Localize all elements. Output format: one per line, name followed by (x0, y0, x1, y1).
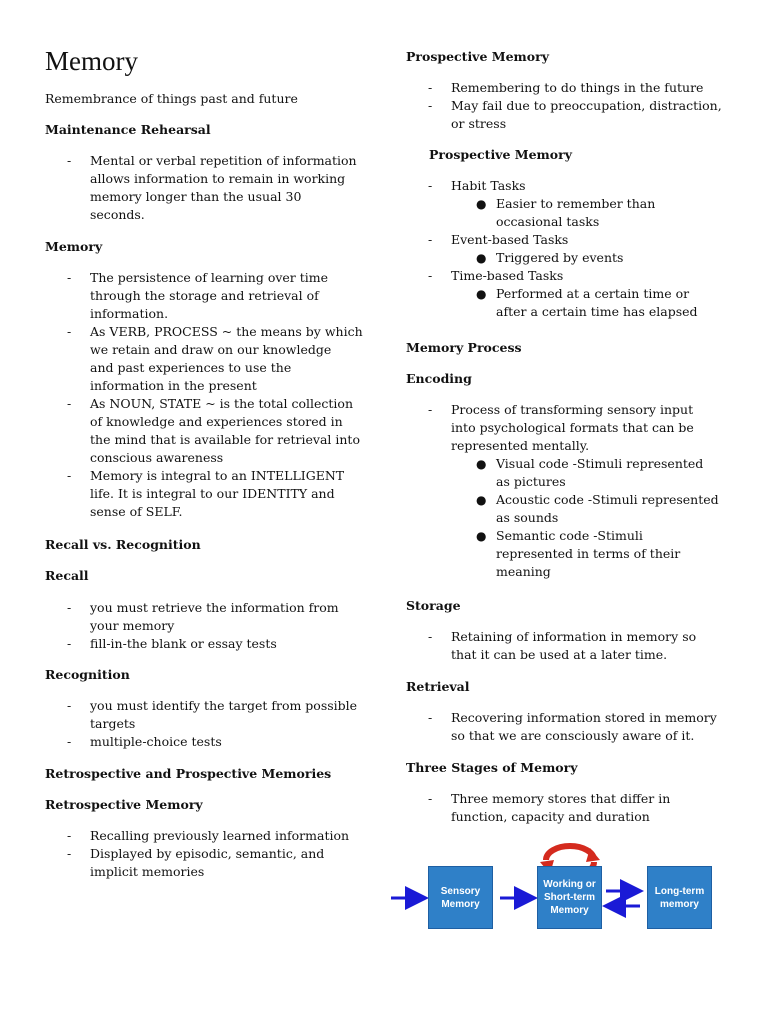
item-line: that it can be used at a later time. (451, 647, 668, 662)
box-label: Long-term (654, 885, 705, 897)
bullet-marker: ● (476, 493, 487, 507)
three-stages-diagram (388, 838, 718, 933)
dash-marker: - (67, 270, 72, 285)
list-three-stages (406, 790, 736, 826)
item-line: As VERB, PROCESS ~ the means by which (90, 324, 363, 339)
list-item (45, 269, 375, 323)
bullet-item (406, 249, 736, 267)
item-line: after a certain time has elapsed (496, 304, 698, 319)
box-label: memory (660, 898, 699, 910)
dash-marker: - (67, 468, 72, 483)
dash-marker: - (67, 828, 72, 843)
item-line: information in the present (90, 378, 257, 393)
item-line: so that we are consciously aware of it. (451, 728, 695, 743)
list-retrospective (45, 827, 375, 881)
bullet-marker: ● (476, 287, 487, 301)
item-line: Three memory stores that differ in (451, 791, 671, 806)
item-line: the mind that is available for retrieval into (90, 432, 360, 447)
item-line: implicit memories (90, 864, 205, 879)
list-recognition (45, 697, 375, 751)
encoding-line: into psychological formats that can be (451, 420, 694, 435)
heading-retrieval: Retrieval (406, 679, 470, 694)
long-term-memory-box (647, 866, 712, 929)
list-recall (45, 599, 375, 653)
item-line: or stress (451, 116, 507, 131)
list-item (45, 323, 375, 395)
encoding-line: Process of transforming sensory input (451, 402, 694, 417)
list-prospective-tasks (406, 177, 736, 321)
box-label: Working or (543, 879, 596, 890)
item-line: of knowledge and experiences stored in (90, 414, 343, 429)
dash-marker: - (67, 698, 72, 713)
list-item (45, 467, 375, 521)
dash-marker: - (67, 846, 72, 861)
bullet-item (406, 491, 736, 527)
heading-maintenance-rehearsal: Maintenance Rehearsal (45, 122, 211, 137)
item-line: you must identify the target from possible (90, 698, 358, 713)
item-line: through the storage and retrieval of (90, 288, 319, 303)
list-item (45, 733, 375, 751)
list-prospective (406, 79, 736, 133)
item-line: as sounds (496, 510, 559, 525)
item-line: information. (90, 306, 169, 321)
dash-marker: - (67, 636, 72, 651)
dash-marker: - (428, 232, 433, 247)
item-line: As NOUN, STATE ~ is the total collection (90, 396, 354, 411)
list-retrieval (406, 709, 736, 745)
item-line: May fail due to preoccupation, distraction, (451, 98, 722, 113)
dash-marker: - (67, 734, 72, 749)
encoding-line: represented mentally. (451, 438, 590, 453)
item-line: Semantic code -Stimuli (496, 528, 643, 543)
list-item (406, 97, 736, 133)
item-line: Acoustic code -Stimuli represented (496, 492, 719, 507)
encoding-item (406, 401, 736, 455)
heading-memory: Memory (45, 239, 103, 254)
dash-marker: - (67, 153, 72, 168)
list-encoding (406, 401, 736, 581)
dash-marker: - (428, 178, 433, 193)
heading-storage: Storage (406, 598, 461, 613)
heading-prospective-memory-tasks: Prospective Memory (429, 147, 572, 162)
dash-marker: - (428, 80, 433, 95)
box-label: Memory (441, 898, 480, 910)
item-line: Triggered by events (496, 250, 624, 265)
item-line: Habit Tasks (451, 178, 526, 193)
dash-marker: - (428, 98, 433, 113)
page-subtitle: Remembrance of things past and future (45, 91, 298, 106)
list-item (45, 599, 375, 635)
item-line: Mental or verbal repetition of information (90, 153, 357, 168)
box-label: Short-term (543, 892, 596, 903)
item-line: seconds. (90, 207, 145, 222)
list-item (45, 152, 375, 224)
item-line: occasional tasks (496, 214, 600, 229)
list-item (45, 395, 375, 467)
bullet-marker: ● (476, 251, 487, 265)
heading-three-stages: Three Stages of Memory (406, 760, 578, 775)
list-item (406, 79, 736, 97)
bullet-item (406, 195, 736, 231)
dash-marker: - (67, 324, 72, 339)
item-line: Visual code -Stimuli represented (496, 456, 704, 471)
item-line: allows information to remain in working (90, 171, 346, 186)
list-item (45, 635, 375, 653)
list-memory (45, 269, 375, 521)
dash-marker: - (428, 402, 433, 417)
item-line: life. It is integral to our IDENTITY and (90, 486, 335, 501)
item-line: function, capacity and duration (451, 809, 650, 824)
heading-recall: Recall (45, 568, 89, 583)
bullet-item (406, 285, 736, 321)
dash-marker: - (67, 396, 72, 411)
bullet-item (406, 455, 736, 491)
item-line: Recalling previously learned information (90, 828, 350, 843)
dash-marker: - (428, 268, 433, 283)
bullet-marker: ● (476, 457, 487, 471)
item-line: conscious awareness (90, 450, 224, 465)
box-label: Memory (550, 905, 589, 916)
item-line: Displayed by episodic, semantic, and (90, 846, 325, 861)
item-line: Remembering to do things in the future (451, 80, 704, 95)
list-item (406, 709, 736, 745)
list-item (45, 845, 375, 881)
item-line: Retaining of information in memory so (451, 629, 697, 644)
item-line: Time-based Tasks (451, 268, 564, 283)
list-encoding-codes (406, 455, 736, 581)
item-line: fill-in-the blank or essay tests (90, 636, 277, 651)
heading-encoding: Encoding (406, 371, 472, 386)
list-item (406, 177, 736, 195)
list-maintenance (45, 152, 375, 224)
item-line: as pictures (496, 474, 566, 489)
item-line: memory longer than the usual 30 (90, 189, 302, 204)
item-line: Easier to remember than (496, 196, 656, 211)
list-item (406, 790, 736, 826)
item-line: we retain and draw on our knowledge (90, 342, 332, 357)
list-item (45, 827, 375, 845)
item-line: you must retrieve the information from (90, 600, 339, 615)
item-line: targets (90, 716, 136, 731)
list-item (45, 697, 375, 733)
heading-prospective-memory: Prospective Memory (406, 49, 549, 64)
item-line: Event-based Tasks (451, 232, 569, 247)
item-line: Performed at a certain time or (496, 286, 690, 301)
page-title: Memory (45, 46, 138, 76)
bullet-marker: ● (476, 529, 487, 543)
item-line: The persistence of learning over time (90, 270, 329, 285)
working-memory-box (537, 866, 602, 929)
dash-marker: - (428, 629, 433, 644)
list-storage (406, 628, 736, 664)
bullet-item (406, 527, 736, 581)
heading-memory-process: Memory Process (406, 340, 522, 355)
heading-retro-prospective: Retrospective and Prospective Memories (45, 766, 332, 781)
dash-marker: - (67, 600, 72, 615)
list-item (406, 231, 736, 249)
sensory-memory-box (428, 866, 493, 929)
item-line: your memory (90, 618, 175, 633)
item-line: multiple-choice tests (90, 734, 222, 749)
dash-marker: - (428, 791, 433, 806)
item-line: Recovering information stored in memory (451, 710, 717, 725)
item-line: sense of SELF. (90, 504, 183, 519)
item-line: and past experiences to use the (90, 360, 292, 375)
bullet-marker: ● (476, 197, 487, 211)
heading-recognition: Recognition (45, 667, 130, 682)
heading-recall-vs-recognition: Recall vs. Recognition (45, 537, 201, 552)
dash-marker: - (428, 710, 433, 725)
box-label: Sensory (440, 885, 481, 897)
item-line: Memory is integral to an INTELLIGENT (90, 468, 345, 483)
item-line: represented in terms of their (496, 546, 681, 561)
list-item (406, 267, 736, 285)
list-item (406, 628, 736, 664)
heading-retrospective-memory: Retrospective Memory (45, 797, 203, 812)
item-line: meaning (496, 564, 551, 579)
